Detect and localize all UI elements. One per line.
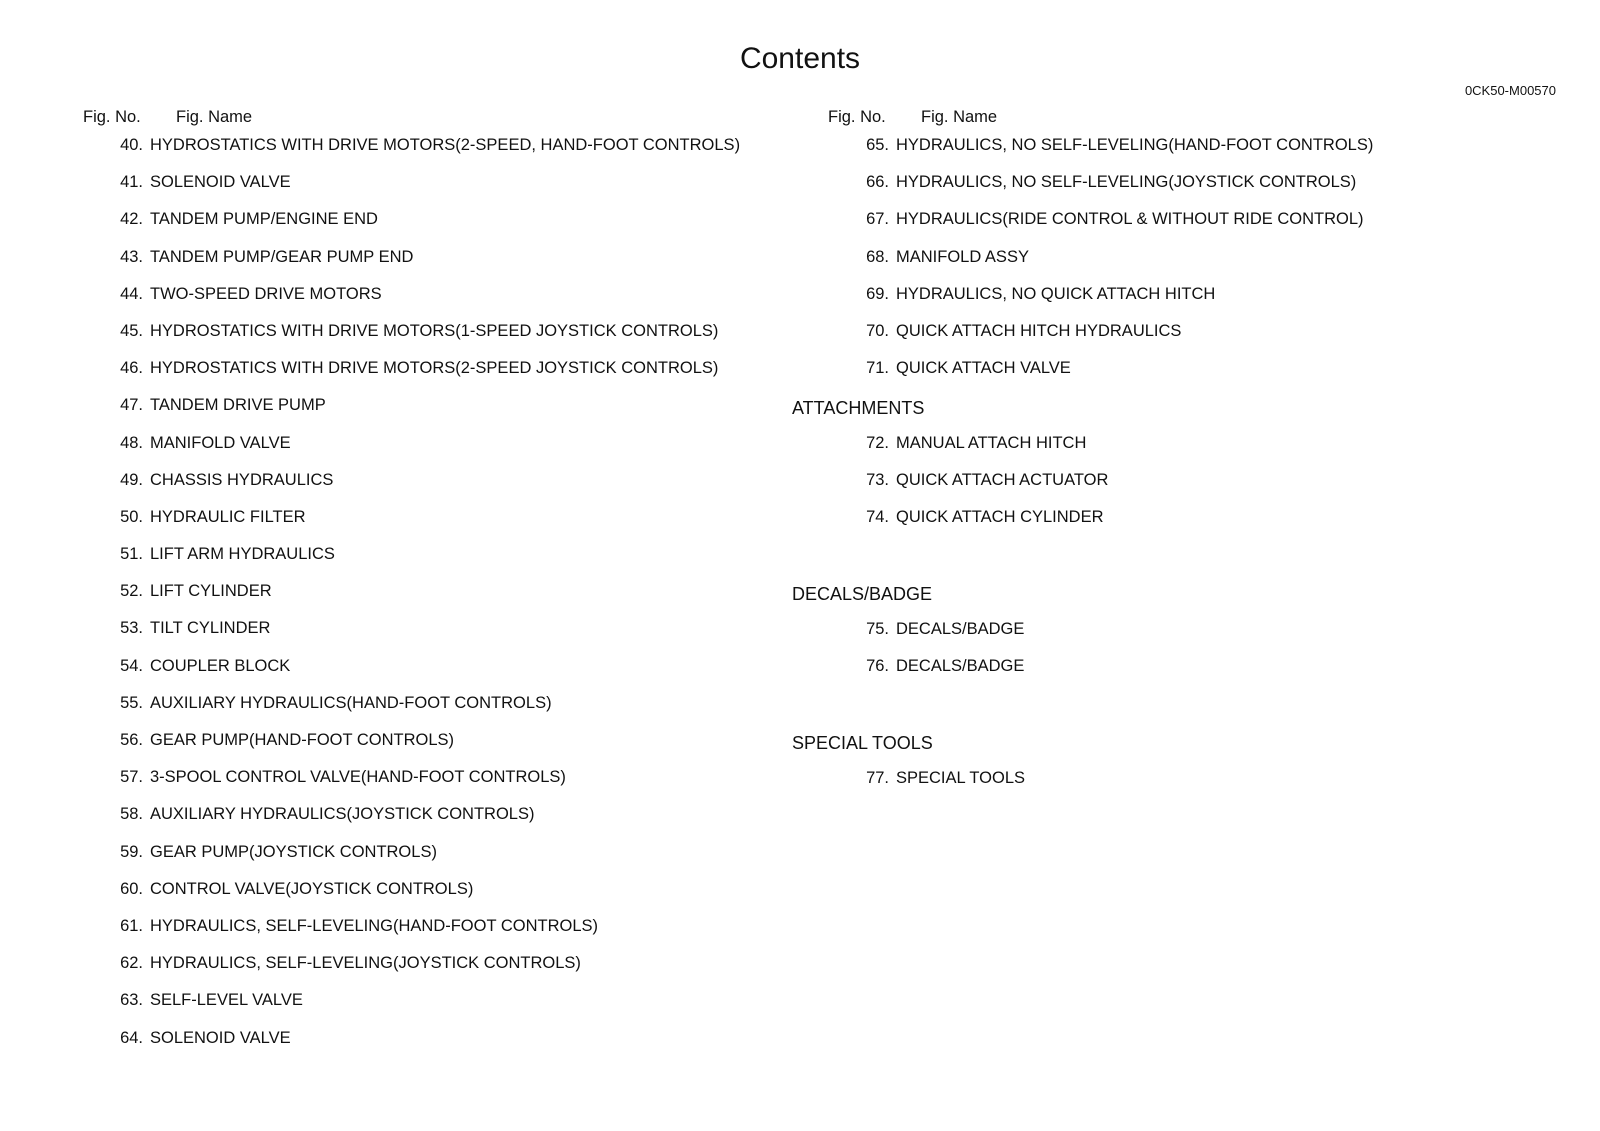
fig-name: HYDROSTATICS WITH DRIVE MOTORS(1-SPEED JOYSTICK CONTROLS) — [150, 321, 719, 340]
toc-entry[interactable] — [83, 731, 803, 768]
fig-name: HYDRAULICS, NO SELF-LEVELING(HAND-FOOT CONTROLS) — [896, 136, 1374, 154]
toc-entry[interactable] — [828, 471, 1568, 508]
toc-entry[interactable] — [83, 880, 803, 917]
fig-number: 41. — [120, 173, 143, 192]
fig-number: 40. — [120, 136, 143, 154]
fig-name: HYDRAULICS(RIDE CONTROL & WITHOUT RIDE CONTROL) — [896, 210, 1364, 229]
fig-name: TILT CYLINDER — [150, 619, 271, 638]
fig-number: 44. — [120, 284, 143, 303]
fig-number: 74. — [866, 508, 889, 527]
fig-number: 62. — [120, 954, 143, 973]
toc-entry[interactable] — [83, 396, 803, 433]
right-column — [792, 108, 1568, 806]
page-title: Contents — [739, 42, 861, 75]
fig-number: 68. — [866, 247, 889, 266]
fig-name: SPECIAL TOOLS — [896, 768, 1026, 787]
fig-number: 64. — [120, 1028, 143, 1047]
fig-number: 47. — [120, 396, 143, 415]
fig-name: HYDRAULICS, NO QUICK ATTACH HITCH — [896, 284, 1216, 303]
toc-entry[interactable] — [828, 136, 1568, 173]
fig-name: MANIFOLD ASSY — [896, 247, 1029, 266]
fig-name: LIFT CYLINDER — [150, 582, 272, 601]
toc-entry[interactable] — [828, 657, 1568, 694]
fig-number: 73. — [866, 470, 889, 489]
section-heading: ATTACHMENTS — [792, 398, 925, 419]
toc-entry[interactable] — [83, 843, 803, 880]
column-header — [828, 108, 1568, 136]
fig-no-header: Fig. No. — [828, 108, 886, 126]
toc-entry[interactable] — [83, 285, 803, 322]
toc-entry[interactable] — [828, 620, 1568, 657]
fig-number: 63. — [120, 991, 143, 1010]
fig-name-header: Fig. Name — [176, 108, 253, 126]
fig-number: 54. — [120, 656, 143, 675]
fig-name: COUPLER BLOCK — [150, 656, 291, 675]
fig-name: HYDROSTATICS WITH DRIVE MOTORS(2-SPEED, HAND-FOOT CONTROLS) — [150, 136, 741, 154]
left-entry-list — [83, 136, 803, 1066]
fig-name: DECALS/BADGE — [896, 657, 1025, 676]
fig-name: DECALS/BADGE — [896, 619, 1025, 638]
toc-entry[interactable] — [83, 917, 803, 954]
section-heading: SPECIAL TOOLS — [792, 733, 933, 754]
fig-name: HYDROSTATICS WITH DRIVE MOTORS(2-SPEED JOYSTICK CONTROLS) — [150, 359, 719, 378]
fig-name: QUICK ATTACH VALVE — [896, 359, 1071, 378]
fig-number: 57. — [120, 768, 143, 787]
fig-number: 53. — [120, 619, 143, 638]
fig-number: 48. — [120, 433, 143, 452]
toc-entry[interactable] — [828, 508, 1568, 545]
fig-number: 50. — [120, 507, 143, 526]
fig-name: HYDRAULICS, SELF-LEVELING(HAND-FOOT CONTROLS) — [150, 916, 599, 935]
fig-number: 71. — [866, 359, 889, 378]
toc-entry[interactable] — [83, 694, 803, 731]
fig-number: 61. — [120, 916, 143, 935]
fig-number: 46. — [120, 359, 143, 378]
fig-number: 65. — [866, 136, 889, 154]
fig-name-header: Fig. Name — [921, 108, 998, 126]
fig-number: 66. — [866, 173, 889, 192]
toc-entry[interactable] — [828, 248, 1568, 285]
fig-name: HYDRAULICS, SELF-LEVELING(JOYSTICK CONTROLS) — [150, 954, 581, 973]
toc-entry[interactable] — [83, 657, 803, 694]
fig-name: 3-SPOOL CONTROL VALVE(HAND-FOOT CONTROLS) — [150, 768, 566, 787]
fig-name: GEAR PUMP(HAND-FOOT CONTROLS) — [150, 731, 455, 749]
toc-entry[interactable] — [83, 582, 803, 619]
toc-entry[interactable] — [83, 434, 803, 471]
toc-entry[interactable] — [83, 619, 803, 656]
fig-name: GEAR PUMP(JOYSTICK CONTROLS) — [150, 842, 437, 861]
fig-name: MANIFOLD VALVE — [150, 433, 291, 452]
fig-number: 75. — [866, 619, 889, 638]
fig-name: MANUAL ATTACH HITCH — [896, 433, 1087, 452]
fig-number: 52. — [120, 582, 143, 601]
toc-entry[interactable] — [828, 285, 1568, 322]
fig-name: SELF-LEVEL VALVE — [150, 991, 303, 1010]
fig-name: CONTROL VALVE(JOYSTICK CONTROLS) — [150, 879, 474, 898]
fig-name: CHASSIS HYDRAULICS — [150, 470, 334, 489]
fig-number: 49. — [120, 470, 143, 489]
fig-name: TWO-SPEED DRIVE MOTORS — [150, 284, 382, 303]
fig-number: 58. — [120, 805, 143, 824]
right-entry-list — [792, 136, 1568, 806]
fig-number: 59. — [120, 842, 143, 861]
toc-entry[interactable] — [828, 173, 1568, 210]
fig-number: 43. — [120, 247, 143, 266]
fig-name: LIFT ARM HYDRAULICS — [150, 545, 335, 564]
fig-number: 67. — [866, 210, 889, 229]
toc-entry[interactable] — [83, 210, 803, 247]
fig-name: TANDEM PUMP/ENGINE END — [150, 210, 378, 229]
fig-number: 76. — [866, 657, 889, 676]
fig-number: 56. — [120, 731, 143, 749]
fig-number: 45. — [120, 321, 143, 340]
fig-number: 77. — [866, 768, 889, 787]
toc-entry[interactable] — [83, 508, 803, 545]
fig-number: 72. — [866, 433, 889, 452]
toc-entry[interactable] — [83, 954, 803, 991]
toc-entry[interactable] — [828, 210, 1568, 247]
toc-entry[interactable] — [83, 248, 803, 285]
fig-name: TANDEM PUMP/GEAR PUMP END — [150, 247, 414, 266]
fig-name: AUXILIARY HYDRAULICS(HAND-FOOT CONTROLS) — [150, 693, 552, 712]
toc-entry[interactable] — [83, 136, 803, 173]
left-column — [83, 108, 803, 1066]
toc-entry[interactable] — [83, 768, 803, 805]
toc-entry[interactable] — [828, 322, 1568, 359]
fig-no-header: Fig. No. — [83, 108, 141, 126]
fig-name: SOLENOID VALVE — [150, 173, 291, 192]
section-spacer — [828, 694, 1568, 731]
toc-entry[interactable] — [828, 434, 1568, 471]
toc-entry[interactable] — [83, 471, 803, 508]
fig-name: HYDRAULIC FILTER — [150, 507, 306, 526]
fig-number: 70. — [866, 321, 889, 340]
document-id: 0CK50-M00570 — [1464, 83, 1556, 98]
fig-name: AUXILIARY HYDRAULICS(JOYSTICK CONTROLS) — [150, 805, 535, 824]
section-heading: DECALS/BADGE — [792, 584, 933, 605]
toc-entry[interactable] — [83, 991, 803, 1028]
toc-entry[interactable] — [83, 359, 803, 396]
toc-entry[interactable] — [83, 545, 803, 582]
fig-name: QUICK ATTACH HITCH HYDRAULICS — [896, 321, 1182, 340]
toc-entry[interactable] — [83, 1029, 803, 1066]
fig-number: 55. — [120, 693, 143, 712]
fig-name: SOLENOID VALVE — [150, 1028, 291, 1047]
fig-name: QUICK ATTACH ACTUATOR — [896, 470, 1109, 489]
fig-number: 51. — [120, 545, 143, 564]
fig-name: HYDRAULICS, NO SELF-LEVELING(JOYSTICK CONTROLS) — [896, 173, 1357, 192]
column-header — [83, 108, 803, 136]
toc-entry[interactable] — [83, 173, 803, 210]
toc-entry[interactable] — [83, 322, 803, 359]
fig-number: 60. — [120, 879, 143, 898]
fig-name: QUICK ATTACH CYLINDER — [896, 508, 1104, 527]
fig-name: TANDEM DRIVE PUMP — [150, 396, 326, 415]
toc-entry[interactable] — [83, 805, 803, 842]
section-spacer — [828, 545, 1568, 582]
fig-number: 69. — [866, 284, 889, 303]
toc-entry[interactable] — [828, 769, 1568, 806]
toc-entry[interactable] — [828, 359, 1568, 396]
fig-number: 42. — [120, 210, 143, 229]
